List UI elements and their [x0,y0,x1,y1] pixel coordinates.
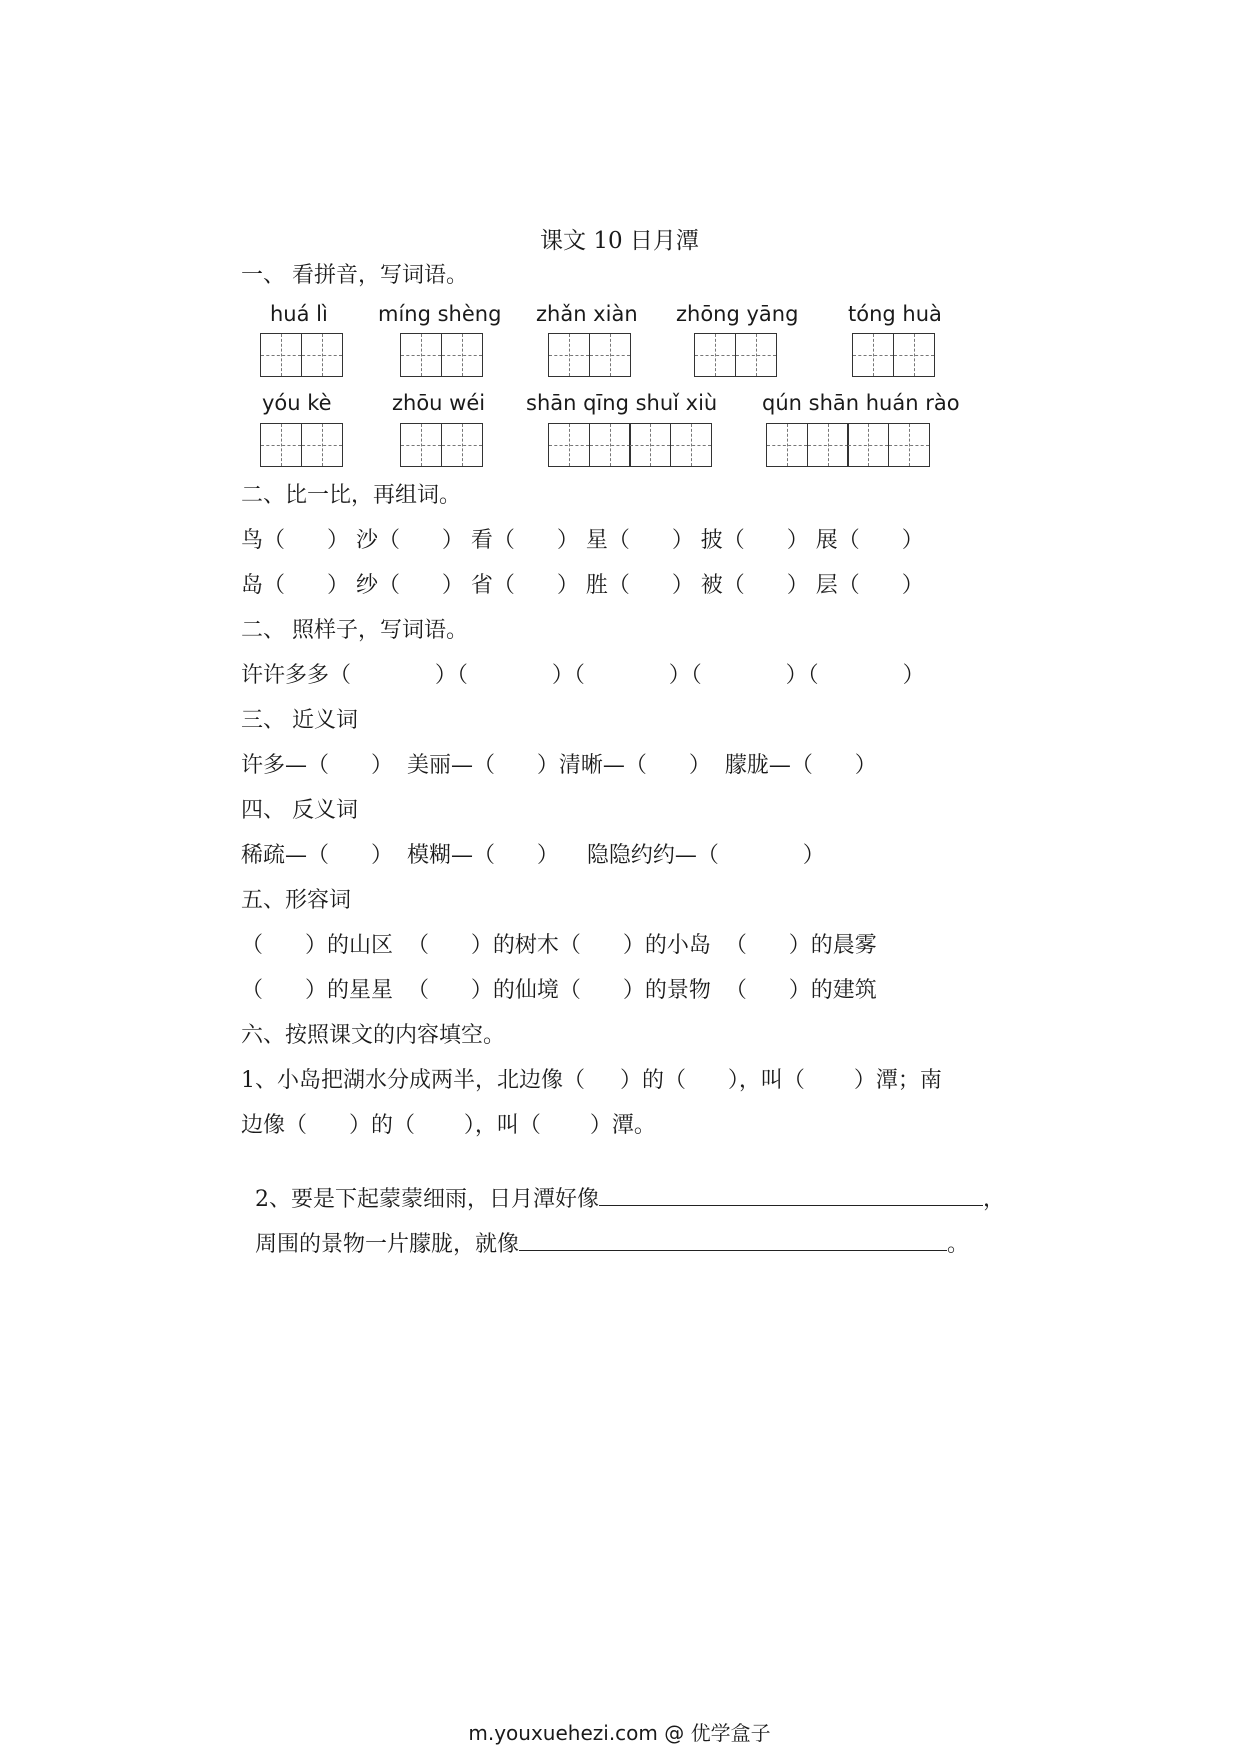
pinyin-9: qún shān huán rào [762,391,960,415]
synonyms-row: 许多—（ ） 美丽—（ ）清晰—（ ） 朦胧—（ ） [241,753,877,778]
answer-box-7[interactable] [400,423,481,467]
q2-suffix-1: ， [983,1187,1006,1212]
pinyin-8: shān qīng shuǐ xiù [526,391,718,415]
fill-q2-line-2 [241,1202,969,1259]
section-7-heading: 六、按照课文的内容填空。 [241,1023,506,1048]
compare-row-2: 岛（ ） 纱（ ） 省（ ） 胜（ ） 被（ ） 层（ ） [241,573,924,598]
section-2-heading: 二、比一比，再组词。 [241,483,462,508]
compare-row-1: 鸟（ ） 沙（ ） 看（ ） 星（ ） 披（ ） 展（ ） [241,528,924,553]
pinyin-7: zhōu wéi [392,391,486,415]
pinyin-1: huá lì [270,302,328,326]
example-row: 许许多多（ ）（ ）（ ）（ ）（ ） [241,663,925,688]
fill-q1-line-1: 1、小岛把湖水分成两半，北边像（ ）的（ ），叫（ ）潭；南 [241,1068,942,1093]
section-4-heading: 三、 近义词 [241,708,358,733]
pinyin-5: tóng huà [848,302,942,326]
section-3-heading: 二、 照样子，写词语。 [241,618,468,643]
answer-box-4[interactable] [694,333,775,377]
answer-box-8[interactable] [548,423,710,467]
q2-prefix: 2、要是下起蒙蒙细雨，日月潭好像 [255,1187,599,1212]
page-title: 课文 10 日月潭 [540,228,699,254]
adjectives-row-2: （ ）的星星 （ ）的仙境（ ）的景物 （ ）的建筑 [241,978,877,1003]
antonyms-row: 稀疏—（ ） 模糊—（ ） 隐隐约约—（ ） [241,843,825,868]
answer-box-3[interactable] [548,333,629,377]
section-6-heading: 五、形容词 [241,888,352,913]
pinyin-3: zhǎn xiàn [536,302,638,326]
answer-box-9[interactable] [766,423,928,467]
section-5-heading: 四、 反义词 [241,798,358,823]
q2-prefix-2: 周围的景物一片朦胧，就像 [255,1232,520,1257]
pinyin-2: míng shèng [378,302,502,326]
section-1-heading: 一、 看拼音，写词语。 [241,263,468,288]
answer-box-1[interactable] [260,333,341,377]
adjectives-row-1: （ ）的山区 （ ）的树木（ ）的小岛 （ ）的晨雾 [241,933,877,958]
q2-suffix-2: 。 [947,1232,970,1257]
answer-box-6[interactable] [260,423,341,467]
pinyin-4: zhōng yāng [676,302,799,326]
fill-q1-line-2: 边像（ ）的（ ），叫（ ）潭。 [241,1113,656,1138]
footer-watermark: m.youxuehezi.com @ 优学盒子 [468,1721,771,1745]
answer-box-5[interactable] [852,333,933,377]
pinyin-6: yóu kè [262,391,332,415]
answer-box-2[interactable] [400,333,481,377]
q2-answer-line-2[interactable] [519,1230,947,1251]
